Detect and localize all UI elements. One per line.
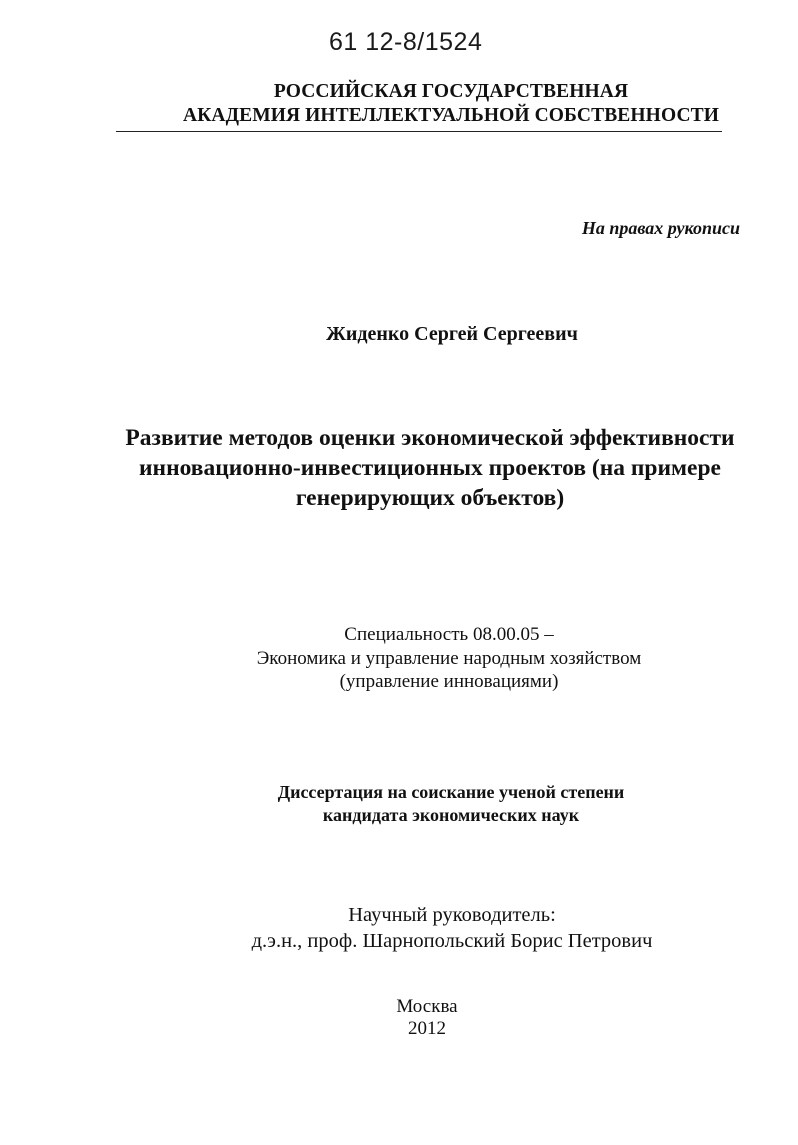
title-line-1: Развитие методов оценки экономической эффективности — [125, 425, 735, 451]
header-divider — [116, 131, 722, 132]
institution-line-1: РОССИЙСКАЯ ГОСУДАРСТВЕННАЯ — [273, 81, 629, 102]
dissertation-degree-line-2: кандидата экономических наук — [322, 805, 580, 825]
city: Москва — [396, 996, 458, 1017]
specialty-subfield: (управление инновациями) — [339, 671, 559, 692]
title-line-2: инновационно-инвестиционных проектов (на примере — [139, 455, 721, 481]
author-name: Жиденко Сергей Сергеевич — [326, 323, 578, 345]
archive-stamp-number: 61 12-8/1524 — [329, 28, 483, 56]
title-line-3: генерирующих объектов) — [295, 485, 565, 511]
dissertation-degree-line-1: Диссертация на соискание ученой степени — [277, 782, 625, 802]
manuscript-rights-note: На правах рукописи — [581, 218, 740, 238]
specialty-name: Экономика и управление народным хозяйством — [256, 648, 642, 669]
year: 2012 — [408, 1018, 446, 1039]
institution-line-2: АКАДЕМИЯ ИНТЕЛЛЕКТУАЛЬНОЙ СОБСТВЕННОСТИ — [182, 105, 720, 126]
specialty-code: Специальность 08.00.05 – — [344, 624, 554, 645]
supervisor-name: д.э.н., проф. Шарнопольский Борис Петрович — [251, 930, 653, 952]
supervisor-label: Научный руководитель: — [348, 904, 556, 926]
